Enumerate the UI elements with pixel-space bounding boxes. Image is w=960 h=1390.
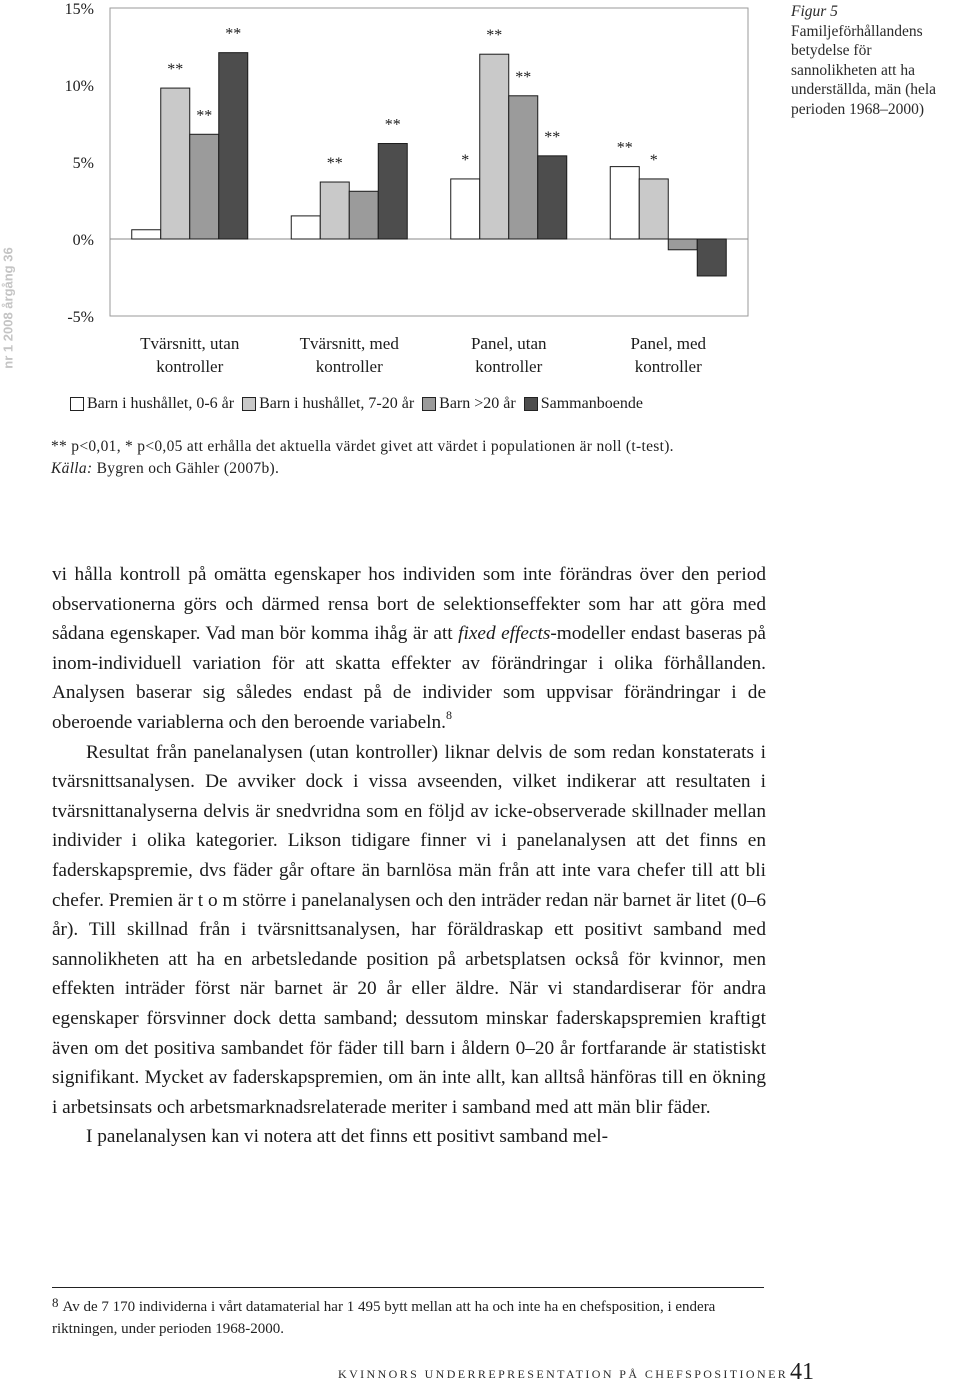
- category-label: Tvärsnitt, utan: [140, 334, 240, 353]
- category-label: kontroller: [315, 357, 383, 376]
- legend-item: [242, 395, 414, 413]
- body-text: [52, 560, 766, 1152]
- category-label: Tvärsnitt, med: [299, 334, 399, 353]
- bar: [378, 144, 407, 239]
- legend-item: [524, 395, 643, 413]
- bar: [610, 167, 639, 239]
- category-label: kontroller: [156, 357, 224, 376]
- legend-swatch: [242, 397, 256, 411]
- emphasis-fixed-effects: fixed effects: [458, 623, 551, 645]
- legend-item: [70, 395, 234, 413]
- legend-label: Barn i hushållet, 7-20 år: [259, 395, 415, 412]
- significance-note: ** p<0,01, * p<0,05 att erhålla det aktuella värdet givet att värdet i populationen är noll (t-test).: [51, 438, 674, 455]
- chart-legend: [70, 392, 651, 416]
- legend-swatch: [422, 397, 436, 411]
- figure-caption: [791, 2, 959, 119]
- significance-label: **: [196, 107, 213, 125]
- category-label: Panel, med: [630, 334, 707, 353]
- legend-swatch: [524, 397, 538, 411]
- y-tick-label: 10%: [64, 78, 94, 95]
- category-label: kontroller: [475, 357, 543, 376]
- footnote-text: Av de 7 170 individerna i vårt datamaterial har 1 495 bytt mellan att ha och inte ha en chefsposition, i endera riktningen, under perioden 1968-2000.: [52, 1299, 716, 1337]
- significance-label: *: [461, 151, 470, 169]
- paragraph-3: I panelanalysen kan vi notera att det finns ett positivt samband mel-: [86, 1126, 609, 1148]
- significance-label: **: [544, 128, 561, 146]
- significance-label: **: [486, 27, 503, 45]
- bar: [349, 191, 378, 239]
- category-label: Panel, utan: [470, 334, 547, 353]
- figure-notes: [51, 436, 767, 480]
- bar: [219, 53, 248, 239]
- bar: [320, 182, 349, 239]
- bar: [132, 230, 161, 239]
- footnote-ref: 8: [446, 707, 452, 722]
- y-tick-label: 0%: [72, 232, 94, 249]
- legend-label: Barn >20 år: [439, 395, 516, 412]
- significance-label: **: [225, 25, 242, 43]
- legend-swatch: [70, 397, 84, 411]
- y-tick-label: 5%: [72, 155, 94, 172]
- bar: [538, 156, 567, 239]
- footnote-number: 8: [52, 1295, 59, 1310]
- significance-label: **: [515, 68, 532, 86]
- y-tick-label: 15%: [64, 1, 94, 18]
- significance-label: *: [649, 151, 658, 169]
- significance-label: **: [616, 139, 633, 157]
- legend-label: Barn i hushållet, 0-6 år: [87, 395, 235, 412]
- significance-label: **: [326, 155, 343, 173]
- legend-label: Sammanboende: [540, 395, 643, 412]
- significance-label: **: [384, 116, 401, 134]
- side-tab-label: nr 1 2008 årgång 36: [0, 246, 16, 369]
- running-footer: KVINNORS UNDERREPRESENTATION PÅ CHEFSPOSITIONER: [338, 1367, 789, 1381]
- bar: [291, 216, 320, 239]
- bar: [451, 179, 480, 239]
- legend-item: [422, 395, 516, 413]
- bar: [480, 54, 509, 239]
- y-tick-label: -5%: [67, 309, 94, 326]
- bar: [697, 239, 726, 276]
- paragraph-1: vi hålla kontroll på omätta egenskaper hos individen som inte förändras över den period observationerna görs och därmed rensa bort de selektionseffekter som har att göra med sådana egenskaper. Vad man bör komma ihåg är att fixed effects-modeller endast baseras på inom-individuell variation för att skatta effekter av förändringar i olika förhållanden. Analysen baserar sig således endast på de individer som uppvisar förändringar i de oberoende variablerna och den beroende variabeln.$^8$: [52, 564, 766, 733]
- bar: [190, 134, 219, 239]
- figure-title: Familjeförhållandens betydelse för sannolikheten att ha underställda, män (hela perioden 1968–2000): [791, 22, 937, 118]
- bar: [668, 239, 697, 250]
- footnote-rule: [52, 1287, 764, 1288]
- bar-chart: [0, 0, 790, 390]
- paragraph-2: Resultat från panelanalysen (utan kontroller) liknar delvis de som redan konstaterats i tvärsnittsanalysen. De avviker dock i vissa avseenden, vilket indikerar att resultaten i tvärsnittanalyserna delvis är snedvridna som en följd av icke-observerade skillnader mellan individer i olika kategorier. Likson tidigare finner vi i panelanalysen att det finns en faderskapspremie, dvs fäder går oftare än barnlösa män från att inte vara chefer till att bli chefer. Premien är t o m större i panelanalysen och den inträder redan när barnet är litet (0–6 år). Till skillnad från i tvärsnittsanalysen, har föräldraskap ett positivt samband med sannolikheten att ha en arbetsledande position på arbetsplatsen också för kvinnor, men effekten inträder först när barnet är 20 år eller äldre. När vi standardiserar för andra egenskaper försvinner dock detta samband; dessutom minskar faderskapspremien kraftigt även om det positiva sambandet för fäder till barn i åldern 0–20 år fortfarande är statistiskt signifikant. Mycket av faderskapspremien, om än inte allt, kan alltså hänföras till en ökning i arbetsinsats och arbetsmarknadsrelaterade meriter i samband med att män blir fäder.: [52, 741, 766, 1118]
- page-number: 41: [790, 1359, 814, 1385]
- source-text: Bygren och Gähler (2007b).: [96, 460, 280, 477]
- bar: [639, 179, 668, 239]
- category-label: kontroller: [634, 357, 702, 376]
- footnote: [52, 1296, 764, 1340]
- figure-number: Figur 5: [791, 3, 838, 20]
- source-note: [51, 458, 767, 480]
- source-label: Källa:: [51, 460, 93, 477]
- bar: [509, 96, 538, 239]
- bar: [161, 88, 190, 239]
- significance-label: **: [167, 61, 184, 79]
